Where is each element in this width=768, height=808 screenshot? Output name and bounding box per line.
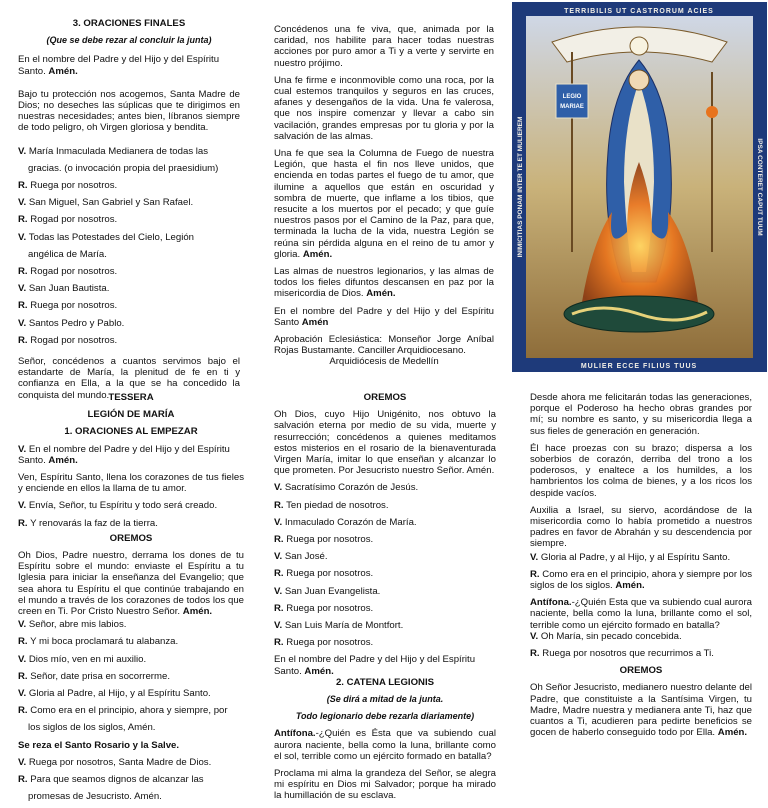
paragraph: Oh Señor Jesucristo, medianero nuestro delante del Padre, que constituiste a la Santísima Virgen, tu Madre, Madre nuestra y medianera ante Ti, haz que cuantos a Ti, acudieren para pedirte beneficios se gocen de haberlo conseguido todo por Ella. Amén. xyxy=(530,682,752,739)
response: R. Y renovarás la faz de la tierra. xyxy=(18,517,158,529)
response: R. Rogad por nosotros. xyxy=(18,334,118,346)
litany-cont: angélica de María. xyxy=(28,248,107,260)
paragraph: Oh Dios, cuyo Hijo Unigénito, nos obtuvo la salvación eterna por medio de su vida, muerte y resurrección; concédenos a quienes meditamos estos misterios en el rosario de la bienaventurada Virgen María, imitar lo que enseñan y alcanzar lo que prometen. Por Jesucristo nuestro Señor. Amén. xyxy=(274,409,496,477)
versicle: V. Todas las Potestades del Cielo, Legión xyxy=(18,231,195,243)
paragraph: En el nombre del Padre y del Hijo y del Espíritu Santo. Amén. xyxy=(18,54,220,77)
legio-banner xyxy=(556,84,588,118)
panel-tessera xyxy=(18,392,244,808)
tessera-artwork xyxy=(512,2,767,372)
response: R. Y mi boca proclamará tu alabanza. xyxy=(18,636,179,648)
paragraph: Una fe que sea la Columna de Fuego de nuestra Legión, que hasta el fin nos lleve unidos, que encienda en todas partes el fuego de tu amor, que ilumine a aquellos que están en oscuridad y sombra de muerte, que inflame a los tibios, que resucite a los muertos por el pecado; y que guíe nuestros pasos por el Camino de la Paz, para que, terminada la lucha de la vida, nuestra Legión se reúna sin pérdida alguna en el reino de tu amor y gloria. Amén. xyxy=(274,148,494,260)
panel-magnificat xyxy=(530,392,752,744)
versicle: V. Señor, abre mis labios. xyxy=(18,619,127,631)
paragraph: En el nombre del Padre y del Hijo y del Espíritu Santo Amén xyxy=(274,305,494,328)
versicle: V. En el nombre del Padre y del Hijo y del Espíritu Santo. Amén. xyxy=(18,443,230,466)
versicle: V. San Juan Bautista. xyxy=(18,283,110,295)
svg-text:MULIER ECCE FILIUS TUUS: MULIER ECCE FILIUS TUUS xyxy=(580,363,698,370)
versicle: V. San Miguel, San Gabriel y San Rafael. xyxy=(18,197,194,209)
antiphon: Antífona.-¿Quién Esta que va subiendo cual aurora naciente, bella como la luna, brillante como el sol, terrible como un ejército formado en batalla? xyxy=(530,597,752,631)
panel-final-prayers xyxy=(18,18,240,407)
panel-faith-prayer xyxy=(274,24,494,374)
response: R. Ruega por nosotros. xyxy=(274,602,374,614)
svg-text:TERRIBILIS UT CASTRORUM ACIES: TERRIBILIS UT CASTRORUM ACIES xyxy=(564,8,714,15)
versicle: V. Santos Pedro y Pablo. xyxy=(18,317,125,329)
versicle: V. Gloria al Padre, y al Hijo, y al Espíritu Santo. xyxy=(530,551,731,563)
response: R. Para que seamos dignos de alcanzar las xyxy=(18,774,204,786)
versicle: V. Oh María, sin pecado concebida. xyxy=(530,630,682,642)
versicle: V. San José. xyxy=(274,551,328,563)
oremos-heading: OREMOS xyxy=(109,532,153,544)
diocese-text: Arquidiócesis de Medellín xyxy=(329,356,439,368)
paragraph: Señor, concédenos a cuantos servimos bajo el estandarte de María, la plenitud de fe en ti y confianza en Ella, a la que se ha concedido la conquista del mundo. xyxy=(18,356,240,401)
section-title: 3. ORACIONES FINALES xyxy=(72,18,186,29)
versicle: V. Gloria al Padre, al Hijo, y al Espíritu Santo. xyxy=(18,688,211,700)
paragraph: En el nombre del Padre y del Hijo y del Espíritu Santo. Amén. xyxy=(274,654,476,677)
versicle: V. Ruega por nosotros, Santa Madre de Dios. xyxy=(18,756,212,768)
catena-subtitle: (Se dirá a mitad de la junta. xyxy=(326,694,444,705)
oremos-heading: OREMOS xyxy=(619,665,663,677)
versicle: V. San Luis María de Montfort. xyxy=(274,620,404,632)
paragraph: Desde ahora me felicitarán todas las generaciones, porque el Poderoso ha hecho obras grandes por mí; su nombre es santo, y su misericordia llega a sus fieles de generación en generación. xyxy=(530,392,752,437)
svg-text:MARIAE: MARIAE xyxy=(560,104,584,110)
catena-title: 2. CATENA LEGIONIS xyxy=(335,676,435,688)
response: R. Como era en el principio, ahora y siempre, por xyxy=(18,705,228,717)
litany-cont: los siglos de los siglos, Amén. xyxy=(28,722,156,734)
response: R. Rogad por nosotros. xyxy=(18,266,118,278)
paragraph: Bajo tu protección nos acogemos, Santa Madre de Dios; no deseches las súplicas que te dirigimos en nuestras necesidades; antes bien, líbranos siempre de todo peligro, oh Virgen gloriosa y bendita. xyxy=(18,88,240,134)
litany xyxy=(18,146,240,346)
litany xyxy=(18,619,244,733)
response: R. Rogad por nosotros. xyxy=(18,214,118,226)
section-title: 1. ORACIONES AL EMPEZAR xyxy=(64,426,198,438)
paragraph: Proclama mi alma la grandeza del Señor, se alegra mi espíritu en Dios mi Salvador; porque ha mirado la humillación de su esclava. xyxy=(274,768,496,802)
versicle: V. San Juan Evangelista. xyxy=(274,585,381,597)
mary-face xyxy=(629,70,649,90)
svg-text:LEGIO: LEGIO xyxy=(562,94,582,100)
panel-oremos xyxy=(274,392,496,808)
approval-text: Aprobación Eclesiástica: Monseñor Jorge Aníbal Rojas Bustamante. Canciller Arquidiocesano. xyxy=(274,334,494,357)
paragraph: Las almas de nuestros legionarios, y las almas de todos los fieles difuntos descansen en paz por la misericordia de Dios. Amén. xyxy=(274,266,494,300)
tessera-title: TESSERA xyxy=(108,392,154,403)
versicle: V. María Inmaculada Medianera de todas las xyxy=(18,145,209,157)
catena-subtitle: Todo legionario debe rezarla diariamente) xyxy=(295,711,475,722)
legion-title: LEGIÓN DE MARÍA xyxy=(87,409,175,421)
litany xyxy=(274,482,496,648)
rosary-heading: Se reza el Santo Rosario y la Salve. xyxy=(18,739,180,751)
litany-cont: gracias. (o invocación propia del praesidium) xyxy=(28,162,219,174)
response: R. Ruega por nosotros. xyxy=(274,637,374,649)
paragraph: Una fe firme e inconmovible como una roca, por la cual estemos tranquilos y seguros en las cruces, afanes y desengaños de la vida. Una fe valerosa, que nos inspire comenzar y llevar a cabo sin vacilación, grandes empresas por tu gloria y por la salvación de las almas. xyxy=(274,74,494,142)
svg-text:IPSA CONTERET CAPUT TUUM: IPSA CONTERET CAPUT TUUM xyxy=(756,138,763,236)
response: R. Ruega por nosotros que recurrimos a Ti. xyxy=(530,648,714,660)
response: R. Ruega por nosotros. xyxy=(18,180,118,192)
response: R. Ten piedad de nosotros. xyxy=(274,499,389,511)
oremos-heading: OREMOS xyxy=(363,392,407,403)
versicle: V. Envía, Señor, tu Espíritu y todo será creado. xyxy=(18,500,218,512)
response: R. Ruega por nosotros. xyxy=(274,534,374,546)
response: R. Como era en el principio, ahora y siempre por los siglos de los siglos. Amén. xyxy=(530,568,752,592)
versicle: V. Dios mío, ven en mi auxilio. xyxy=(18,653,147,665)
paragraph: Auxilia a Israel, su siervo, acordándose de la misericordia como lo había prometido a nuestros padres en favor de Abrahán y su descendencia por siempre. xyxy=(530,504,752,550)
staff-emblem xyxy=(706,106,718,118)
response: R. Ruega por nosotros. xyxy=(18,300,118,312)
dove-head xyxy=(630,37,648,55)
paragraph: Ven, Espíritu Santo, llena los corazones de tus fieles y enciende en ellos la llama de tu amor. xyxy=(18,472,244,495)
svg-text:INIMICITIAS PONAM INTER TE ET: INIMICITIAS PONAM INTER TE ET MULIEREM xyxy=(517,116,524,258)
section-subtitle: (Que se debe rezar al concluir la junta) xyxy=(46,35,212,46)
paragraph: Concédenos una fe viva, que, animada por la caridad, nos habilite para hacer todas nuestras acciones por puro amor a Ti y a verte y servirte en nuestro prójimo. xyxy=(274,24,494,69)
response: R. Ruega por nosotros. xyxy=(274,568,374,580)
antiphon: Antífona.-¿Quién es Ésta que va subiendo cual aurora naciente, bella como la luna, brillante como el sol, terrible como un ejército formado en batalla? xyxy=(274,728,496,762)
paragraph: Oh Dios, Padre nuestro, derrama los dones de tu Espíritu sobre el mundo: enviaste el Espíritu a tu Iglesia para iniciar la enseñanza del Evangelio; que sea ahora tu Espíritu el que continúe trabajando en el mundo a través de los corazones de todos los que creen en Ti. Por Cristo Nuestro Señor. Amén. xyxy=(18,550,244,618)
paragraph: Él hace proezas con su brazo; dispersa a los soberbios de corazón, derriba del trono a los poderosos, y enaltece a los humildes, a los hambrientos los colma de bienes, y a los ricos los despide vacíos. xyxy=(530,442,752,499)
response-cont: promesas de Jesucristo. Amén. xyxy=(28,791,162,803)
response: R. Señor, date prisa en socorrerme. xyxy=(18,670,170,682)
versicle: V. Inmaculado Corazón de María. xyxy=(274,516,417,528)
versicle: V. Sacratísimo Corazón de Jesús. xyxy=(274,482,419,494)
